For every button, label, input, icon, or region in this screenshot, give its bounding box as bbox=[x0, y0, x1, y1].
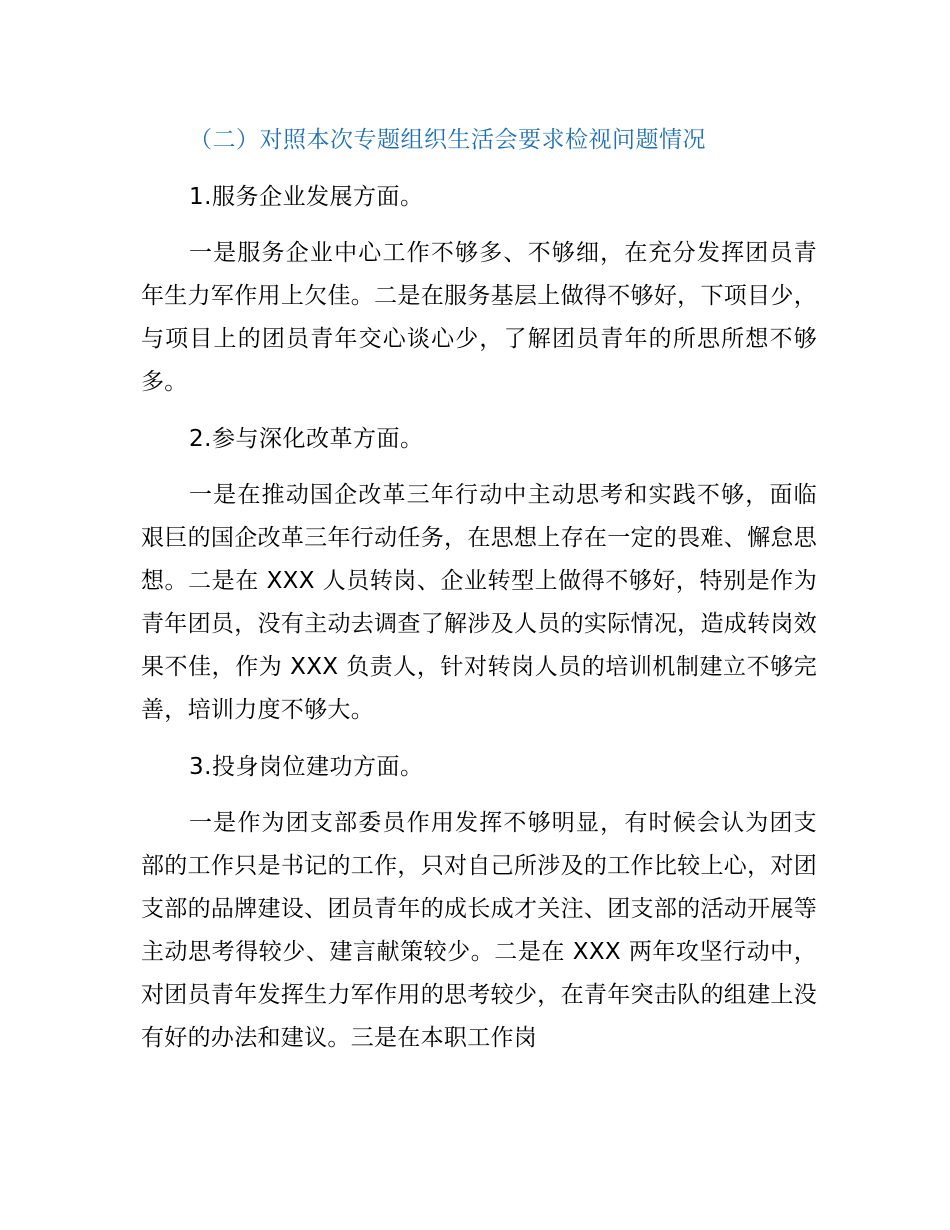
item-body-2: 一是在推动国企改革三年行动中主动思考和实践不够，面临艰巨的国企改革三年行动任务，在思想上存在一定的畏难、懈怠思想。二是在 XXX 人员转岗、企业转型上做得不够好，特别是作为青年团员，没有主动去调查了解涉及人员的实际情况，造成转岗效果不佳，作为 XXX 负责人，针对转岗人员的培训机制建立不够完善，培训力度不够大。 bbox=[141, 482, 817, 723]
document-body bbox=[141, 118, 817, 1073]
item-heading-3: 3.投身岗位建功方面。 bbox=[189, 754, 424, 780]
item-heading-2: 2.参与深化改革方面。 bbox=[189, 426, 424, 452]
item-body-3: 一是作为团支部委员作用发挥不够明显，有时候会认为团支部的工作只是书记的工作，只对自己所涉及的工作比较上心，对团支部的品牌建设、团员青年的成长成才关注、团支部的活动开展等主动思考得较少、建言献策较少。二是在 XXX 两年攻坚行动中，对团员青年发挥生力军作用的思考较少，在青年突击队的组建上没有好的办法和建议。三是在本职工作岗 bbox=[141, 810, 817, 1051]
item-heading-1: 1.服务企业发展方面。 bbox=[189, 184, 424, 210]
section-title: （二）对照本次专题组织生活会要求检视问题情况 bbox=[189, 127, 706, 153]
item-body-1: 一是服务企业中心工作不够多、不够细，在充分发挥团员青年生力军作用上欠佳。二是在服务基层上做得不够好，下项目少，与项目上的团员青年交心谈心少，了解团员青年的所思所想不够多。 bbox=[141, 240, 817, 395]
